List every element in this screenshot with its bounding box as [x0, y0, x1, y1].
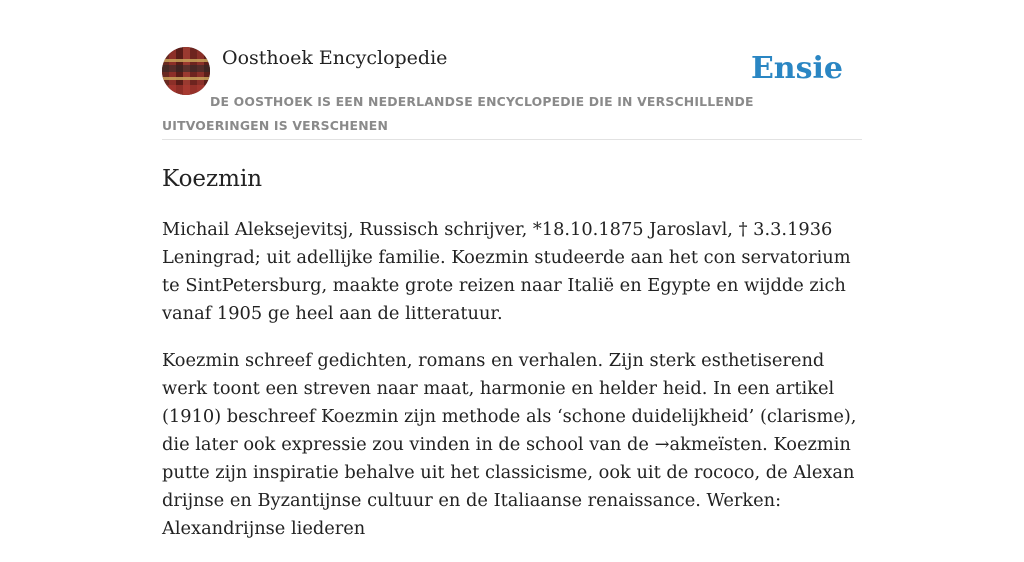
article-paragraph-1: Michail Aleksejevitsj, Russisch schrijver, *18.10.1875 Jaroslavl, † 3.3.1936 Leningrad; uit adellijke familie. Koezmin studeerde aan het con servatorium te SintPetersburg, maakte grote reizen naar Italië en Egypte en wijdde zich vanaf 1905 ge heel aan de litteratuur.: [162, 219, 851, 324]
site-header: [162, 46, 862, 140]
encyclopedia-books-icon[interactable]: [162, 47, 210, 95]
article-title: Koezmin: [162, 166, 263, 192]
article: [162, 160, 862, 562]
site-tagline: DE OOSTHOEK IS EEN NEDERLANDSE ENCYCLOPEDIE DIE IN VERSCHILLENDE UITVOERINGEN IS VERSCHENEN: [162, 94, 754, 133]
article-paragraph-2: Koezmin schreef gedichten, romans en verhalen. Zijn sterk esthetiserend werk toont een streven naar maat, harmonie en helder heid. In een artikel (1910) beschreef Koezmin zijn methode als ‘schone duidelijkheid’ (clarisme), die later ook expressie zou vinden in de school van de →akmeïsten. Koezmin putte zijn inspiratie behalve uit het classicisme, ook uit de rococo, de Alexan drijnse en Byzantijnse cultuur en de Italiaanse renaissance. Werken: Alexandrijnse liederen: [162, 350, 857, 539]
ensie-logo-link[interactable]: Ensie: [750, 51, 843, 86]
site-title-link[interactable]: Oosthoek Encyclopedie: [222, 47, 448, 69]
